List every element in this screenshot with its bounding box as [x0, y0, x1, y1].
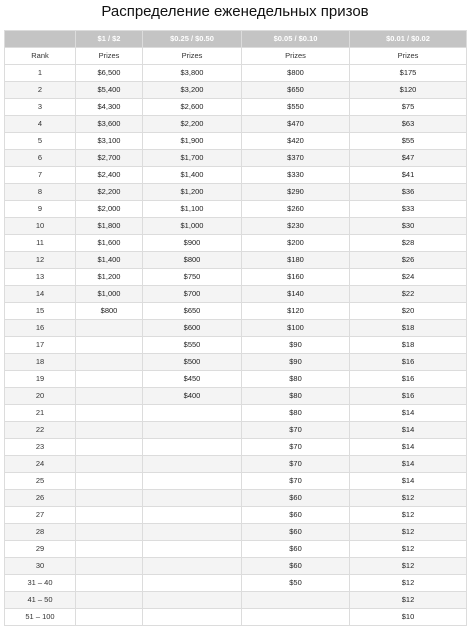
prize-cell-stake-001-002: $18 — [350, 337, 467, 354]
prize-cell-stake-005-010: $80 — [242, 388, 350, 405]
prize-cell-stake-025-050: $500 — [143, 354, 242, 371]
prize-cell-stake-025-050 — [143, 558, 242, 575]
prize-cell-stake-1-2 — [76, 541, 143, 558]
prize-cell-stake-025-050 — [143, 490, 242, 507]
prizes-column-label: Prizes — [350, 48, 467, 65]
prize-cell-stake-005-010: $90 — [242, 354, 350, 371]
prize-cell-stake-001-002: $55 — [350, 133, 467, 150]
rank-cell: 10 — [5, 218, 76, 235]
prize-cell-stake-025-050: $2,200 — [143, 116, 242, 133]
prize-cell-stake-001-002: $24 — [350, 269, 467, 286]
prize-cell-stake-005-010: $100 — [242, 320, 350, 337]
prize-cell-stake-025-050 — [143, 592, 242, 609]
table-row — [5, 337, 467, 354]
prize-cell-stake-001-002: $18 — [350, 320, 467, 337]
prize-table-body — [5, 65, 467, 626]
prize-cell-stake-1-2: $6,500 — [76, 65, 143, 82]
prize-cell-stake-1-2 — [76, 320, 143, 337]
header-cell-empty — [5, 31, 76, 48]
prize-cell-stake-005-010: $370 — [242, 150, 350, 167]
table-row — [5, 558, 467, 575]
table-row — [5, 82, 467, 99]
table-row — [5, 303, 467, 320]
prize-cell-stake-1-2 — [76, 507, 143, 524]
prize-cell-stake-005-010: $140 — [242, 286, 350, 303]
table-row — [5, 218, 467, 235]
prize-cell-stake-025-050 — [143, 456, 242, 473]
prize-cell-stake-001-002: $14 — [350, 439, 467, 456]
prize-cell-stake-025-050: $1,700 — [143, 150, 242, 167]
prize-cell-stake-005-010: $800 — [242, 65, 350, 82]
prize-cell-stake-001-002: $12 — [350, 541, 467, 558]
prize-cell-stake-001-002: $12 — [350, 575, 467, 592]
prize-cell-stake-001-002: $22 — [350, 286, 467, 303]
prize-cell-stake-025-050: $550 — [143, 337, 242, 354]
prize-cell-stake-025-050: $1,100 — [143, 201, 242, 218]
prize-cell-stake-025-050: $3,200 — [143, 82, 242, 99]
table-row — [5, 507, 467, 524]
table-row — [5, 150, 467, 167]
prize-cell-stake-1-2 — [76, 592, 143, 609]
prize-cell-stake-025-050: $400 — [143, 388, 242, 405]
prize-cell-stake-025-050: $2,600 — [143, 99, 242, 116]
prize-cell-stake-005-010: $180 — [242, 252, 350, 269]
rank-cell: 16 — [5, 320, 76, 337]
prize-cell-stake-1-2: $3,100 — [76, 133, 143, 150]
prize-cell-stake-025-050: $650 — [143, 303, 242, 320]
prize-cell-stake-001-002: $41 — [350, 167, 467, 184]
prize-cell-stake-025-050 — [143, 541, 242, 558]
prize-cell-stake-1-2 — [76, 490, 143, 507]
table-row — [5, 201, 467, 218]
table-row — [5, 575, 467, 592]
table-row — [5, 388, 467, 405]
table-row — [5, 252, 467, 269]
prize-cell-stake-001-002: $14 — [350, 422, 467, 439]
prize-cell-stake-005-010: $120 — [242, 303, 350, 320]
prize-cell-stake-005-010: $80 — [242, 405, 350, 422]
prize-cell-stake-025-050 — [143, 609, 242, 626]
prize-cell-stake-025-050: $700 — [143, 286, 242, 303]
table-row — [5, 116, 467, 133]
prize-cell-stake-001-002: $10 — [350, 609, 467, 626]
table-row — [5, 592, 467, 609]
prize-cell-stake-1-2 — [76, 388, 143, 405]
rank-cell: 2 — [5, 82, 76, 99]
prize-cell-stake-005-010: $550 — [242, 99, 350, 116]
rank-cell: 41 – 50 — [5, 592, 76, 609]
prize-cell-stake-025-050: $1,200 — [143, 184, 242, 201]
prize-cell-stake-001-002: $12 — [350, 490, 467, 507]
rank-cell: 4 — [5, 116, 76, 133]
prize-cell-stake-005-010: $90 — [242, 337, 350, 354]
prize-cell-stake-001-002: $30 — [350, 218, 467, 235]
prize-cell-stake-1-2 — [76, 439, 143, 456]
prize-cell-stake-005-010: $80 — [242, 371, 350, 388]
prize-cell-stake-001-002: $14 — [350, 405, 467, 422]
rank-cell: 1 — [5, 65, 76, 82]
prize-cell-stake-1-2: $3,600 — [76, 116, 143, 133]
table-row — [5, 609, 467, 626]
prize-cell-stake-001-002: $20 — [350, 303, 467, 320]
prize-cell-stake-1-2: $1,600 — [76, 235, 143, 252]
prize-cell-stake-005-010 — [242, 592, 350, 609]
table-row — [5, 422, 467, 439]
prize-cell-stake-005-010: $420 — [242, 133, 350, 150]
rank-column-label: Rank — [5, 48, 76, 65]
prize-cell-stake-025-050: $1,900 — [143, 133, 242, 150]
table-row — [5, 235, 467, 252]
prizes-column-label: Prizes — [76, 48, 143, 65]
prize-cell-stake-1-2 — [76, 575, 143, 592]
table-row — [5, 371, 467, 388]
prize-cell-stake-001-002: $47 — [350, 150, 467, 167]
prize-cell-stake-025-050 — [143, 473, 242, 490]
prize-cell-stake-1-2: $2,200 — [76, 184, 143, 201]
rank-cell: 14 — [5, 286, 76, 303]
prize-cell-stake-1-2: $1,000 — [76, 286, 143, 303]
prize-cell-stake-1-2 — [76, 456, 143, 473]
prize-cell-stake-025-050 — [143, 439, 242, 456]
prize-cell-stake-1-2 — [76, 371, 143, 388]
prize-cell-stake-1-2: $800 — [76, 303, 143, 320]
prize-cell-stake-1-2 — [76, 609, 143, 626]
table-row — [5, 286, 467, 303]
prize-cell-stake-001-002: $12 — [350, 558, 467, 575]
table-row — [5, 320, 467, 337]
prize-cell-stake-001-002: $12 — [350, 524, 467, 541]
stakes-header-row — [5, 31, 467, 48]
prize-cell-stake-005-010: $50 — [242, 575, 350, 592]
rank-cell: 51 – 100 — [5, 609, 76, 626]
table-row — [5, 524, 467, 541]
rank-cell: 17 — [5, 337, 76, 354]
prize-cell-stake-025-050: $600 — [143, 320, 242, 337]
table-row — [5, 541, 467, 558]
prize-cell-stake-1-2: $5,400 — [76, 82, 143, 99]
rank-cell: 27 — [5, 507, 76, 524]
rank-cell: 7 — [5, 167, 76, 184]
prize-cell-stake-1-2: $1,400 — [76, 252, 143, 269]
prize-cell-stake-005-010: $290 — [242, 184, 350, 201]
rank-cell: 11 — [5, 235, 76, 252]
table-row — [5, 184, 467, 201]
prize-cell-stake-005-010: $60 — [242, 558, 350, 575]
prize-cell-stake-005-010: $60 — [242, 490, 350, 507]
rank-cell: 9 — [5, 201, 76, 218]
prize-cell-stake-001-002: $33 — [350, 201, 467, 218]
header-cell-stake-005-010: $0.05 / $0.10 — [242, 31, 350, 48]
rank-cell: 13 — [5, 269, 76, 286]
prize-cell-stake-025-050 — [143, 422, 242, 439]
prize-cell-stake-025-050: $750 — [143, 269, 242, 286]
rank-cell: 21 — [5, 405, 76, 422]
rank-cell: 24 — [5, 456, 76, 473]
prize-cell-stake-1-2 — [76, 558, 143, 575]
rank-cell: 8 — [5, 184, 76, 201]
rank-cell: 22 — [5, 422, 76, 439]
prize-cell-stake-001-002: $12 — [350, 507, 467, 524]
prize-table — [4, 30, 467, 626]
table-row — [5, 167, 467, 184]
prize-cell-stake-1-2: $1,200 — [76, 269, 143, 286]
rank-cell: 31 – 40 — [5, 575, 76, 592]
prize-cell-stake-005-010: $260 — [242, 201, 350, 218]
header-cell-stake-1-2: $1 / $2 — [76, 31, 143, 48]
prize-cell-stake-001-002: $26 — [350, 252, 467, 269]
table-row — [5, 354, 467, 371]
prize-cell-stake-005-010: $70 — [242, 473, 350, 490]
prize-cell-stake-005-010: $60 — [242, 541, 350, 558]
prize-cell-stake-025-050 — [143, 575, 242, 592]
prize-cell-stake-005-010 — [242, 609, 350, 626]
prize-cell-stake-025-050: $900 — [143, 235, 242, 252]
prize-cell-stake-005-010: $650 — [242, 82, 350, 99]
prize-cell-stake-001-002: $175 — [350, 65, 467, 82]
prize-cell-stake-1-2: $2,400 — [76, 167, 143, 184]
table-row — [5, 99, 467, 116]
prize-cell-stake-001-002: $120 — [350, 82, 467, 99]
page-title: Распределение еженедельных призов — [101, 3, 369, 20]
prize-cell-stake-005-010: $70 — [242, 456, 350, 473]
prize-cell-stake-001-002: $12 — [350, 592, 467, 609]
rank-cell: 25 — [5, 473, 76, 490]
header-cell-stake-001-002: $0.01 / $0.02 — [350, 31, 467, 48]
rank-cell: 29 — [5, 541, 76, 558]
prize-cell-stake-001-002: $63 — [350, 116, 467, 133]
prize-cell-stake-1-2: $2,700 — [76, 150, 143, 167]
prize-cell-stake-1-2 — [76, 473, 143, 490]
prize-cell-stake-005-010: $60 — [242, 507, 350, 524]
rank-cell: 5 — [5, 133, 76, 150]
header-cell-stake-025-050: $0.25 / $0.50 — [143, 31, 242, 48]
prize-cell-stake-001-002: $28 — [350, 235, 467, 252]
prizes-column-label: Prizes — [143, 48, 242, 65]
rank-cell: 30 — [5, 558, 76, 575]
table-row — [5, 490, 467, 507]
rank-cell: 18 — [5, 354, 76, 371]
table-row — [5, 405, 467, 422]
column-labels-row — [5, 48, 467, 65]
prizes-column-label: Prizes — [242, 48, 350, 65]
prize-cell-stake-025-050: $1,000 — [143, 218, 242, 235]
table-row — [5, 65, 467, 82]
prize-cell-stake-001-002: $14 — [350, 473, 467, 490]
rank-cell: 23 — [5, 439, 76, 456]
prize-cell-stake-005-010: $230 — [242, 218, 350, 235]
rank-cell: 3 — [5, 99, 76, 116]
rank-cell: 15 — [5, 303, 76, 320]
rank-cell: 19 — [5, 371, 76, 388]
prize-cell-stake-1-2 — [76, 354, 143, 371]
table-row — [5, 439, 467, 456]
prize-cell-stake-025-050 — [143, 524, 242, 541]
table-row — [5, 269, 467, 286]
prize-cell-stake-025-050: $800 — [143, 252, 242, 269]
table-row — [5, 133, 467, 150]
rank-cell: 28 — [5, 524, 76, 541]
prize-cell-stake-001-002: $16 — [350, 371, 467, 388]
prize-cell-stake-005-010: $160 — [242, 269, 350, 286]
prize-cell-stake-1-2: $2,000 — [76, 201, 143, 218]
prize-cell-stake-1-2 — [76, 524, 143, 541]
prize-cell-stake-005-010: $470 — [242, 116, 350, 133]
prize-cell-stake-1-2: $1,800 — [76, 218, 143, 235]
prize-cell-stake-1-2 — [76, 337, 143, 354]
prize-cell-stake-025-050: $1,400 — [143, 167, 242, 184]
prize-cell-stake-001-002: $36 — [350, 184, 467, 201]
prize-cell-stake-005-010: $330 — [242, 167, 350, 184]
prize-cell-stake-005-010: $70 — [242, 422, 350, 439]
prize-cell-stake-001-002: $16 — [350, 354, 467, 371]
prize-cell-stake-025-050 — [143, 405, 242, 422]
table-row — [5, 456, 467, 473]
rank-cell: 26 — [5, 490, 76, 507]
prize-cell-stake-001-002: $14 — [350, 456, 467, 473]
prize-cell-stake-025-050: $450 — [143, 371, 242, 388]
rank-cell: 20 — [5, 388, 76, 405]
prize-cell-stake-005-010: $70 — [242, 439, 350, 456]
prize-cell-stake-005-010: $60 — [242, 524, 350, 541]
prize-cell-stake-1-2 — [76, 422, 143, 439]
prize-cell-stake-005-010: $200 — [242, 235, 350, 252]
prize-cell-stake-1-2 — [76, 405, 143, 422]
prize-cell-stake-025-050 — [143, 507, 242, 524]
rank-cell: 12 — [5, 252, 76, 269]
prize-cell-stake-025-050: $3,800 — [143, 65, 242, 82]
prize-cell-stake-001-002: $75 — [350, 99, 467, 116]
table-row — [5, 473, 467, 490]
prize-cell-stake-1-2: $4,300 — [76, 99, 143, 116]
prize-cell-stake-001-002: $16 — [350, 388, 467, 405]
rank-cell: 6 — [5, 150, 76, 167]
